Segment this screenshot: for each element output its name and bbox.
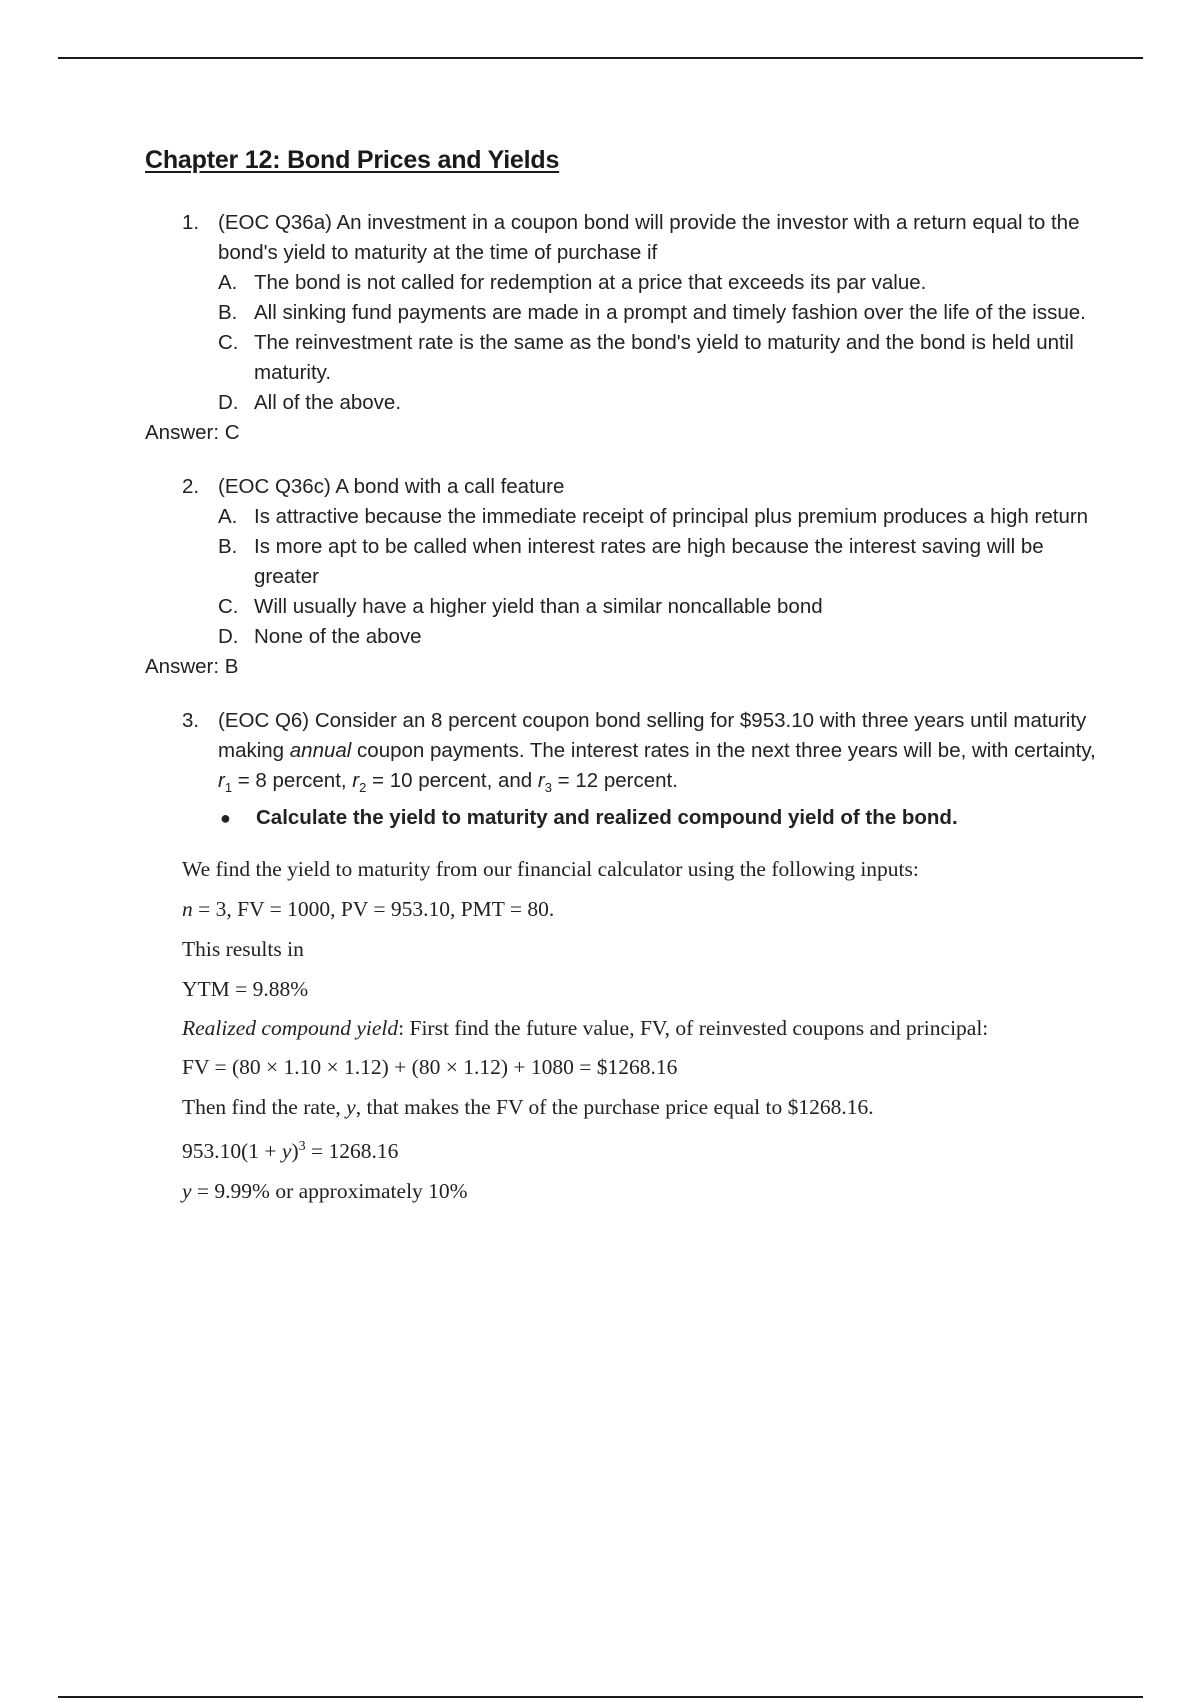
option-a bbox=[218, 268, 1105, 298]
option-letter: C. bbox=[218, 595, 239, 618]
option-text: None of the above bbox=[254, 625, 422, 648]
option-letter: B. bbox=[218, 535, 238, 558]
solution-text: 953.10(1 + bbox=[182, 1139, 282, 1164]
rate-subscript: 3 bbox=[544, 780, 552, 796]
stem-text: = 12 percent. bbox=[551, 769, 678, 792]
option-text: Is attractive because the immediate receipt of principal plus premium produces a high return bbox=[254, 505, 1089, 528]
option-text: All sinking fund payments are made in a prompt and timely fashion over the life of the issue. bbox=[254, 301, 1086, 324]
solution-line bbox=[182, 1015, 1062, 1041]
solution-block bbox=[182, 855, 1062, 1205]
question-3 bbox=[182, 706, 1105, 833]
rate-symbol: r bbox=[537, 769, 545, 792]
stem-text: = 8 percent, bbox=[232, 769, 353, 792]
solution-line: FV = (80 × 1.10 × 1.12) + (80 × 1.12) + 1080 = $1268.16 bbox=[182, 1055, 678, 1080]
solution-line bbox=[182, 1177, 1062, 1205]
solution-text: = 3, FV = 1000, PV = 953.10, PMT = 80. bbox=[192, 897, 555, 922]
answer-1: Answer: C bbox=[145, 421, 240, 444]
answer-2: Answer: B bbox=[145, 655, 239, 678]
question-stem: (EOC Q36c) A bond with a call feature bbox=[218, 475, 565, 498]
header-rule bbox=[58, 57, 1143, 59]
document-body bbox=[145, 146, 1105, 1217]
option-d bbox=[218, 622, 1105, 652]
stem-text: = 10 percent, and bbox=[366, 769, 538, 792]
solution-text: , that makes the FV of the purchase price equal to $1268.16. bbox=[355, 1095, 874, 1120]
option-c bbox=[218, 592, 1105, 622]
rate-symbol: r bbox=[352, 769, 360, 792]
math-variable: n bbox=[182, 897, 193, 922]
option-text: All of the above. bbox=[254, 391, 402, 414]
option-a bbox=[218, 502, 1105, 532]
solution-line bbox=[182, 895, 1062, 923]
solution-text: = 9.99% or approximately 10% bbox=[191, 1179, 468, 1204]
math-variable: y bbox=[281, 1139, 292, 1164]
solution-text: : First find the future value, FV, of reinvested coupons and principal: bbox=[398, 1016, 989, 1041]
option-letter: A. bbox=[218, 505, 238, 528]
solution-line: This results in bbox=[182, 937, 304, 962]
option-letter: D. bbox=[218, 625, 239, 648]
question-stem: (EOC Q36a) An investment in a coupon bond will provide the investor with a return equal to the bond's yield to maturity at the time of purchase if bbox=[218, 211, 1080, 264]
option-letter: B. bbox=[218, 301, 238, 324]
solution-text: Then find the rate, bbox=[182, 1095, 347, 1120]
option-b bbox=[218, 298, 1105, 328]
question-1 bbox=[182, 208, 1105, 418]
question-number: 1. bbox=[182, 211, 200, 234]
question-number: 3. bbox=[182, 709, 200, 732]
option-c bbox=[218, 328, 1105, 388]
math-variable: y bbox=[346, 1095, 356, 1120]
solution-text: = 1268.16 bbox=[305, 1139, 399, 1164]
option-letter: D. bbox=[218, 391, 239, 414]
solution-line bbox=[182, 1133, 1062, 1165]
math-variable: y bbox=[182, 1179, 192, 1204]
option-text: Will usually have a higher yield than a similar noncallable bond bbox=[254, 595, 823, 618]
rate-symbol: r bbox=[218, 769, 225, 792]
rate-subscript: 2 bbox=[359, 780, 367, 796]
chapter-title: Chapter 12: Bond Prices and Yields bbox=[145, 146, 560, 174]
option-letter: C. bbox=[218, 331, 239, 354]
question-number: 2. bbox=[182, 475, 200, 498]
option-text: The reinvestment rate is the same as the bond's yield to maturity and the bond is held until maturity. bbox=[254, 331, 1074, 384]
option-letter: A. bbox=[218, 271, 238, 294]
stem-emphasis: annual bbox=[289, 739, 352, 762]
task-bullet bbox=[218, 803, 1105, 833]
stem-text: coupon payments. The interest rates in the next three years will be, with certainty, bbox=[351, 739, 1096, 762]
math-exponent: 3 bbox=[298, 1139, 306, 1155]
question-stem bbox=[218, 706, 1105, 803]
rate-subscript: 1 bbox=[224, 780, 233, 796]
stem-text: (EOC Q6) Consider an 8 percent coupon bond selling for $953.10 with three years until maturity making bbox=[218, 709, 1087, 762]
footer-rule bbox=[58, 1696, 1143, 1698]
option-text: Is more apt to be called when interest rates are high because the interest saving will be greater bbox=[254, 535, 1044, 588]
bullet-icon: ● bbox=[220, 808, 231, 829]
option-text: The bond is not called for redemption at a price that exceeds its par value. bbox=[254, 271, 927, 294]
solution-line: YTM = 9.88% bbox=[182, 977, 309, 1002]
solution-line bbox=[182, 1093, 1062, 1121]
question-2 bbox=[182, 472, 1105, 652]
option-d bbox=[218, 388, 1105, 418]
task-text: Calculate the yield to maturity and realized compound yield of the bond. bbox=[256, 806, 958, 830]
solution-line: We find the yield to maturity from our financial calculator using the following inputs: bbox=[182, 857, 919, 882]
solution-emphasis: Realized compound yield bbox=[182, 1016, 399, 1041]
solution-text: ) bbox=[291, 1139, 299, 1164]
option-b bbox=[218, 532, 1105, 592]
